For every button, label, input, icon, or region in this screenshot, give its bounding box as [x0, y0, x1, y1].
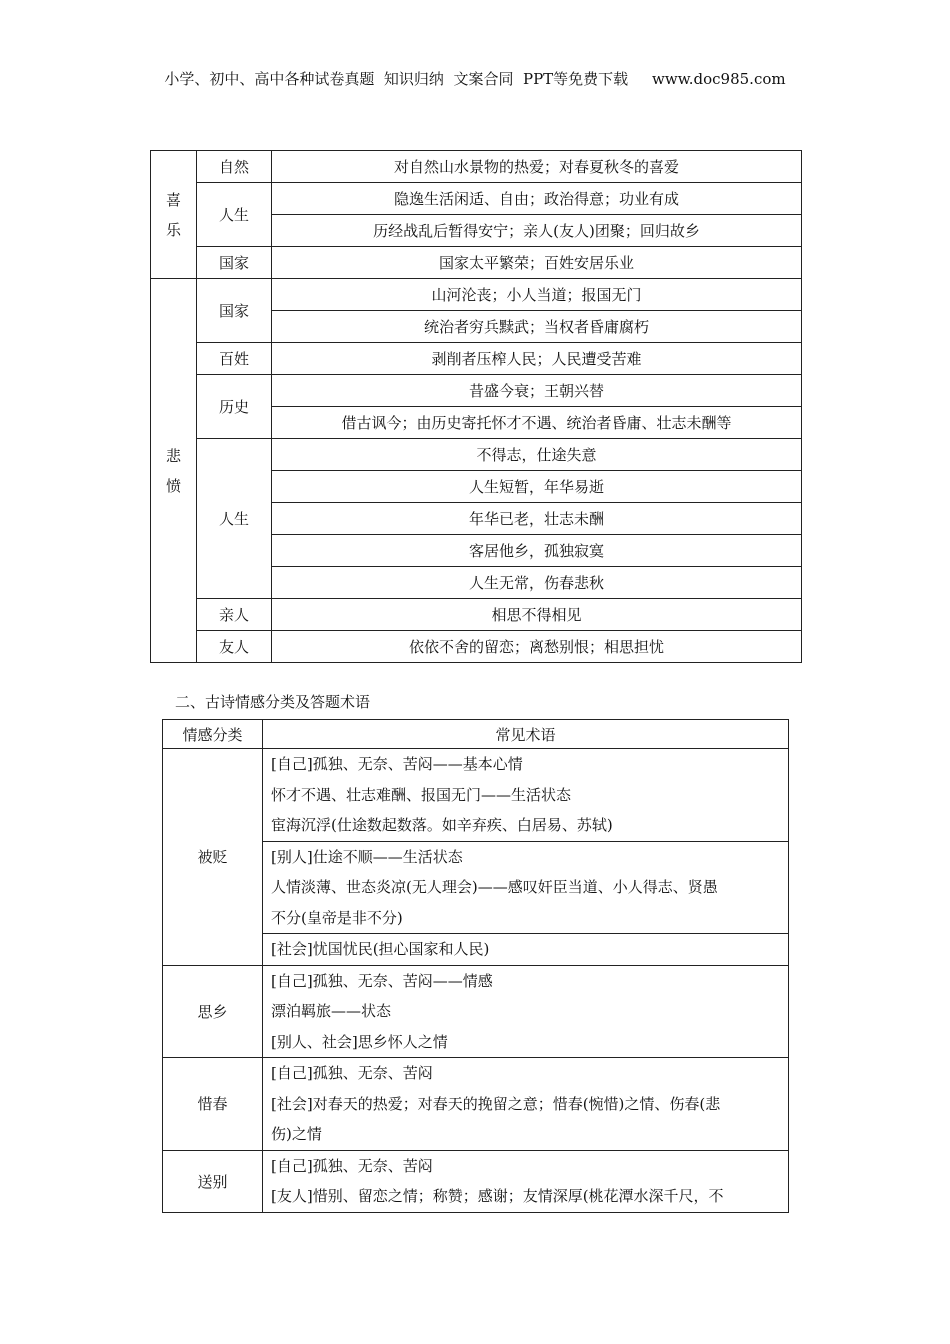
term-cell: [社会]忧国忧民(担心国家和人民): [263, 934, 789, 966]
table-header-row: [163, 720, 789, 749]
subcategory-label: 人生: [197, 439, 272, 599]
term-cell: [自己]孤独、无奈、苦闷——基本心情 怀才不遇、壮志难酬、报国无门——生活状态 宦海沉浮(仕途数起数落。如辛弃疾、白居易、苏轼): [263, 749, 789, 842]
table-row: [151, 439, 802, 471]
term-cell: [自己]孤独、无奈、苦闷——情感 漂泊羁旅——状态 [别人、社会]思乡怀人之情: [263, 965, 789, 1058]
category-grief: 悲 愤: [151, 279, 197, 663]
subcategory-label: 友人: [197, 631, 272, 663]
subcategory-label: 国家: [197, 247, 272, 279]
table-cell: 人生短暂，年华易逝: [272, 471, 802, 503]
table-row: [163, 749, 789, 842]
category-cell: 思乡: [163, 965, 263, 1058]
table-cell: 依依不舍的留恋；离愁别恨；相思担忧: [272, 631, 802, 663]
table-row: [151, 279, 802, 311]
table-row: [163, 1058, 789, 1151]
table-cell: 年华已老，壮志未酬: [272, 503, 802, 535]
subcategory-label: 百姓: [197, 343, 272, 375]
table-row: [151, 343, 802, 375]
table-row: [151, 183, 802, 215]
table-row: [163, 965, 789, 1058]
table-cell: 对自然山水景物的热爱；对春夏秋冬的喜爱: [272, 151, 802, 183]
category-cell: 送别: [163, 1150, 263, 1212]
table-cell: 相思不得相见: [272, 599, 802, 631]
category-joy: 喜 乐: [151, 151, 197, 279]
table-cell: 隐逸生活闲适、自由；政治得意；功业有成: [272, 183, 802, 215]
table-cell: 山河沦丧；小人当道；报国无门: [272, 279, 802, 311]
subcategory-label: 历史: [197, 375, 272, 439]
table-cell: 统治者穷兵黩武；当权者昏庸腐朽: [272, 311, 802, 343]
table-cell: 国家太平繁荣；百姓安居乐业: [272, 247, 802, 279]
page-header: 小学、初中、高中各种试卷真题 知识归纳 文案合同 PPT等免费下载 www.doc985.com: [164, 70, 786, 88]
table-cell: 客居他乡，孤独寂寞: [272, 535, 802, 567]
table-cell: 人生无常，伤春悲秋: [272, 567, 802, 599]
table-cell: 借古讽今；由历史寄托怀才不遇、统治者昏庸、壮志未酬等: [272, 407, 802, 439]
subcategory-label: 人生: [197, 183, 272, 247]
category-cell: 被贬: [163, 749, 263, 966]
table-cell: 历经战乱后暂得安宁；亲人(友人)团聚；回归故乡: [272, 215, 802, 247]
table-row: [151, 151, 802, 183]
table-cell: 剥削者压榨人民；人民遭受苦难: [272, 343, 802, 375]
term-cell: [别人]仕途不顺——生活状态 人情淡薄、世态炎凉(无人理会)——感叹奸臣当道、小人得志、贤愚 不分(皇帝是非不分): [263, 841, 789, 934]
table-row: [163, 1150, 789, 1212]
emotion-table: [150, 150, 802, 663]
terminology-table: [162, 719, 789, 1213]
column-header: 情感分类: [163, 720, 263, 749]
category-cell: 惜春: [163, 1058, 263, 1151]
table-cell: 昔盛今衰；王朝兴替: [272, 375, 802, 407]
subcategory-label: 自然: [197, 151, 272, 183]
table-row: [151, 599, 802, 631]
table-row: [151, 631, 802, 663]
table-cell: 不得志，仕途失意: [272, 439, 802, 471]
column-header: 常见术语: [263, 720, 789, 749]
section-title: 二、古诗情感分类及答题术语: [175, 693, 371, 711]
table-row: [151, 375, 802, 407]
table-row: [151, 247, 802, 279]
subcategory-label: 国家: [197, 279, 272, 343]
term-cell: [自己]孤独、无奈、苦闷 [社会]对春天的热爱；对春天的挽留之意；惜春(惋惜)之情、伤春(悲 伤)之情: [263, 1058, 789, 1151]
subcategory-label: 亲人: [197, 599, 272, 631]
term-cell: [自己]孤独、无奈、苦闷 [友人]惜别、留恋之情；称赞；感谢；友情深厚(桃花潭水深千尺，不: [263, 1150, 789, 1212]
